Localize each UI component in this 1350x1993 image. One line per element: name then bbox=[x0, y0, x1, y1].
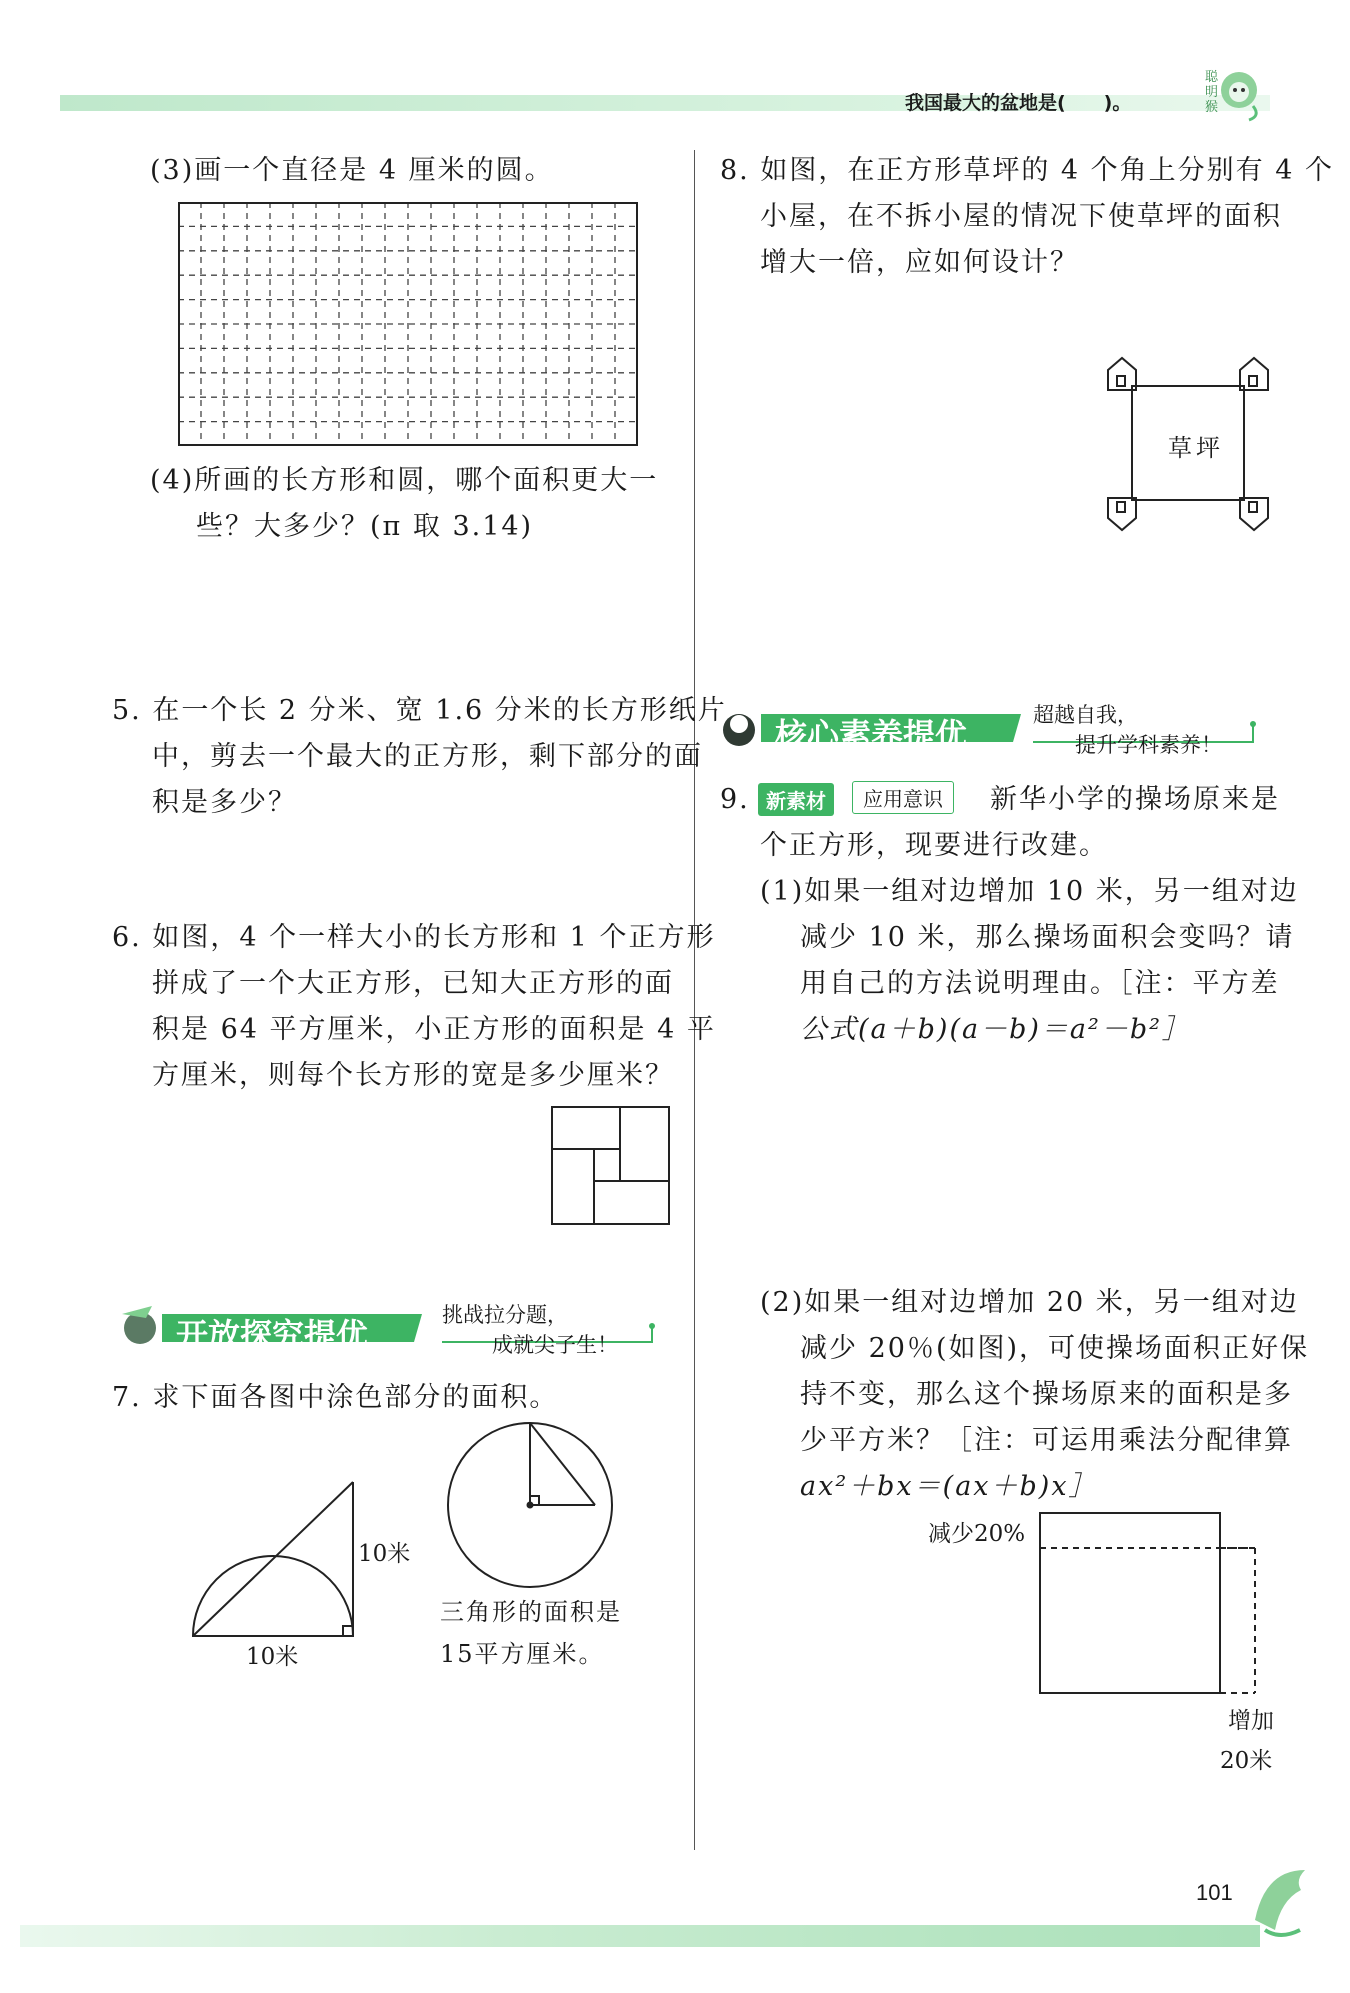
q5-line2: 中，剪去一个最大的正方形，剩下部分的面 bbox=[152, 741, 703, 772]
open-explore-note2: 成就尖子生！ bbox=[492, 1333, 618, 1357]
mascot-text: 聪明猴 bbox=[1205, 70, 1219, 115]
monkey-mascot-icon bbox=[1205, 62, 1263, 124]
q8-line1: 8. 如图，在正方形草坪的 4 个角上分别有 4 个 bbox=[720, 155, 1335, 186]
core-literacy-banner bbox=[715, 700, 1275, 760]
new-material-tag: 新素材 bbox=[758, 783, 834, 816]
q7-caption-line1: 三角形的面积是 bbox=[440, 1598, 622, 1626]
q9-intro-line2: 个正方形，现要进行改建。 bbox=[760, 830, 1108, 861]
q9-number: 9. bbox=[720, 784, 750, 815]
q9-2-line5: ax²＋bx＝(ax＋b)x］ bbox=[800, 1471, 1098, 1502]
q9-intro-line1: 新华小学的操场原来是 bbox=[990, 784, 1280, 815]
q5-line3: 积是多少？ bbox=[152, 787, 297, 818]
lawn-label: 草坪 bbox=[1168, 434, 1224, 462]
q9-2-line1: (2)如果一组对边增加 20 米，另一组对边 bbox=[760, 1287, 1299, 1318]
q9-reduce-label: 减少20% bbox=[928, 1521, 1026, 1547]
header-question: 我国最大的盆地是( )。 bbox=[905, 92, 1132, 114]
q9-increase-label: 增加 bbox=[1228, 1708, 1274, 1734]
q9-2-line3: 持不变，那么这个操场原来的面积是多 bbox=[800, 1379, 1293, 1410]
q9-1-line4: 公式(a＋b)(a－b)＝a²－b²］ bbox=[800, 1014, 1191, 1045]
open-explore-banner bbox=[112, 1300, 672, 1360]
q5-line1: 5. 在一个长 2 分米、宽 1.6 分米的长方形纸片 bbox=[112, 695, 727, 726]
q4-part4-line2: 些？大多少？(π 取 3.14) bbox=[196, 511, 534, 542]
q4-part4-line1: (4)所画的长方形和圆，哪个面积更大一 bbox=[150, 465, 659, 496]
q6-line3: 积是 64 平方厘米，小正方形的面积是 4 平 bbox=[152, 1014, 716, 1045]
q4-part3: (3)画一个直径是 4 厘米的圆。 bbox=[150, 155, 554, 186]
q6-line2: 拼成了一个大正方形，已知大正方形的面 bbox=[152, 968, 674, 999]
open-explore-title: 开放探究提优 bbox=[176, 1316, 369, 1354]
page-number: 101 bbox=[1196, 1880, 1233, 1905]
q6-line4: 方厘米，则每个长方形的宽是多少厘米？ bbox=[152, 1060, 674, 1091]
q7-figure-semicircle bbox=[188, 1470, 358, 1654]
q9-1-line2: 减少 10 米，那么操场面积会变吗？请 bbox=[800, 922, 1295, 953]
drawing-grid bbox=[178, 202, 638, 450]
application-tag: 应用意识 bbox=[852, 781, 954, 814]
q7-label-side: 10米 bbox=[358, 1541, 411, 1567]
q7-figure-circle bbox=[445, 1420, 615, 1594]
column-divider bbox=[694, 150, 695, 1850]
q8-line3: 增大一倍，应如何设计？ bbox=[760, 247, 1079, 278]
q6-line1: 6. 如图，4 个一样大小的长方形和 1 个正方形 bbox=[112, 922, 716, 953]
q7-text: 7. 求下面各图中涂色部分的面积。 bbox=[112, 1382, 559, 1413]
q9-1-line3: 用自己的方法说明理由。［注：平方差 bbox=[800, 968, 1280, 999]
q6-square-figure bbox=[551, 1106, 671, 1230]
q9-field-figure bbox=[1035, 1510, 1275, 1704]
q9-2-line2: 减少 20％(如图)，可使操场面积正好保 bbox=[800, 1333, 1310, 1364]
dolphin-icon bbox=[1245, 1860, 1315, 1954]
footer-bar bbox=[20, 1925, 1260, 1947]
open-explore-note1: 挑战拉分题， bbox=[442, 1303, 568, 1327]
q8-line2: 小屋，在不拆小屋的情况下使草坪的面积 bbox=[760, 201, 1282, 232]
q9-2-line4: 少平方米？［注：可运用乘法分配律算 bbox=[800, 1425, 1293, 1456]
core-literacy-note2: 提升学科素养！ bbox=[1075, 733, 1222, 757]
core-literacy-note1: 超越自我， bbox=[1033, 703, 1138, 727]
q7-label-base: 10米 bbox=[246, 1644, 299, 1670]
q9-increase-value: 20米 bbox=[1220, 1748, 1273, 1774]
q7-caption-line2: 15平方厘米。 bbox=[440, 1640, 605, 1668]
q9-1-line1: (1)如果一组对边增加 10 米，另一组对边 bbox=[760, 876, 1299, 907]
q8-lawn-figure bbox=[1100, 350, 1280, 544]
core-literacy-title: 核心素养提优 bbox=[775, 716, 968, 754]
